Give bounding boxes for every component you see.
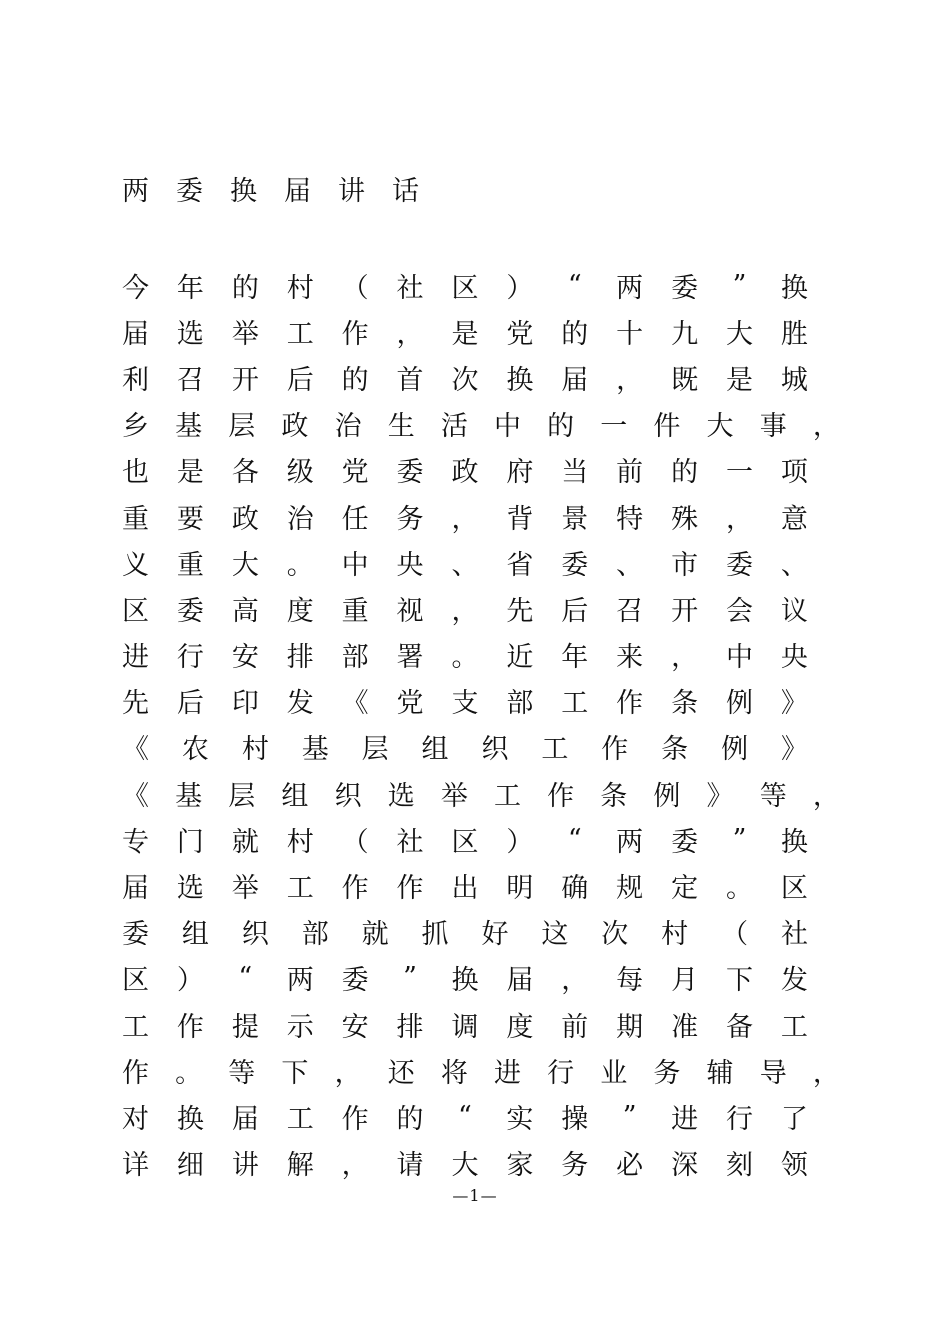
- body-char: 要: [176, 503, 204, 535]
- body-char: 意: [780, 503, 808, 535]
- body-char: 年: [561, 642, 589, 674]
- body-char: 委: [671, 826, 699, 858]
- body-char: 条: [671, 688, 699, 720]
- body-char: 重: [122, 503, 149, 535]
- body-char: 支: [451, 688, 479, 720]
- body-char: 》: [780, 688, 808, 720]
- body-char: ，: [812, 411, 840, 443]
- body-char: 这: [541, 919, 569, 951]
- body-line: [122, 262, 808, 308]
- body-char: 委: [122, 919, 149, 951]
- body-char: 大: [706, 411, 734, 443]
- body-char: 市: [671, 549, 699, 581]
- body-char: 作: [547, 780, 575, 812]
- body-char: 区: [780, 873, 808, 905]
- body-char: 行: [547, 1057, 575, 1089]
- body-char: 首: [396, 364, 424, 396]
- body-char: 请: [396, 1150, 424, 1182]
- body-char: （: [721, 919, 749, 951]
- body-char: ”: [403, 962, 417, 994]
- body-char: 殊: [671, 503, 699, 535]
- body-char: 级: [286, 457, 314, 489]
- body-char: 胜: [780, 318, 808, 350]
- body-char: ，: [396, 318, 424, 350]
- body-char: 社: [396, 272, 424, 304]
- body-char: 九: [671, 318, 699, 350]
- body-char: 专: [122, 826, 149, 858]
- body-char: 届: [231, 1103, 259, 1135]
- body-char: 调: [451, 1011, 479, 1043]
- document-title: 两委换届讲话: [122, 176, 446, 207]
- body-char: 既: [671, 364, 699, 396]
- body-char: 今: [122, 272, 149, 304]
- body-line: [122, 1001, 808, 1047]
- body-line: [122, 539, 808, 585]
- body-line: [122, 816, 808, 862]
- body-char: 排: [396, 1011, 424, 1043]
- body-char: ）: [506, 826, 534, 858]
- body-char: 织: [241, 919, 269, 951]
- body-char: 委: [561, 549, 589, 581]
- body-char: ，: [341, 1150, 369, 1182]
- body-char: 条: [600, 780, 628, 812]
- body-char: 区: [451, 272, 479, 304]
- body-char: 后: [286, 364, 314, 396]
- body-char: ，: [451, 595, 479, 627]
- body-char: 高: [231, 595, 259, 627]
- body-line: [122, 401, 840, 447]
- body-char: 委: [725, 549, 753, 581]
- body-char: 大: [451, 1150, 479, 1182]
- body-char: 委: [176, 595, 204, 627]
- body-char: 基: [301, 734, 329, 766]
- body-char: 家: [506, 1150, 534, 1182]
- body-char: 出: [451, 873, 479, 905]
- body-char: 换: [176, 1103, 204, 1135]
- body-char: ，: [725, 503, 753, 535]
- body-char: 政: [281, 411, 309, 443]
- body-char: 两: [616, 826, 644, 858]
- body-line: [122, 770, 840, 816]
- body-char: 解: [286, 1150, 314, 1182]
- body-char: 央: [396, 549, 424, 581]
- body-char: 次: [451, 364, 479, 396]
- body-char: 重: [176, 549, 204, 581]
- body-char: 大: [231, 549, 259, 581]
- body-char: 换: [780, 272, 808, 304]
- body-char: 织: [481, 734, 509, 766]
- body-line: [122, 585, 808, 631]
- body-char: 就: [361, 919, 389, 951]
- body-char: ，: [451, 503, 479, 535]
- body-char: 的: [547, 411, 575, 443]
- body-char: 两: [616, 272, 644, 304]
- body-char: 各: [231, 457, 259, 489]
- body-char: 排: [286, 642, 314, 674]
- body-char: 《: [122, 734, 149, 766]
- body-char: 村: [286, 272, 314, 304]
- body-char: 例: [721, 734, 749, 766]
- body-char: 定: [671, 873, 699, 905]
- body-char: 就: [231, 826, 259, 858]
- body-char: 届: [561, 364, 589, 396]
- body-char: 工: [541, 734, 569, 766]
- body-char: 召: [176, 364, 204, 396]
- body-char: 将: [440, 1057, 468, 1089]
- body-char: 事: [759, 411, 787, 443]
- body-char: 的: [561, 318, 589, 350]
- body-char: 对: [122, 1103, 149, 1135]
- body-char: 的: [396, 1103, 424, 1135]
- body-line: [122, 955, 808, 1001]
- body-char: 中: [493, 411, 521, 443]
- body-char: 社: [396, 826, 424, 858]
- body-char: 务: [653, 1057, 681, 1089]
- body-char: 是: [725, 364, 753, 396]
- body-char: 省: [506, 549, 534, 581]
- body-char: ，: [812, 780, 840, 812]
- body-char: 作: [341, 873, 369, 905]
- body-char: 层: [228, 780, 256, 812]
- body-char: 央: [780, 642, 808, 674]
- body-char: 作: [341, 318, 369, 350]
- body-char: 辅: [706, 1057, 734, 1089]
- body-char: 是: [451, 318, 479, 350]
- body-char: 细: [176, 1150, 204, 1182]
- body-char: 先: [122, 688, 149, 720]
- body-char: 好: [481, 919, 509, 951]
- body-char: 《: [122, 780, 149, 812]
- body-char: 深: [671, 1150, 699, 1182]
- body-char: ，: [671, 642, 699, 674]
- body-char: 作: [341, 1103, 369, 1135]
- body-char: 业: [600, 1057, 628, 1089]
- body-line: [122, 678, 808, 724]
- body-char: ”: [622, 1100, 637, 1132]
- body-char: 党: [396, 688, 424, 720]
- body-char: 后: [176, 688, 204, 720]
- body-char: 中: [341, 549, 369, 581]
- body-char: 发: [286, 688, 314, 720]
- body-char: ）: [176, 965, 204, 997]
- body-char: 明: [506, 873, 534, 905]
- body-line: [122, 493, 808, 539]
- body-char: 行: [176, 642, 204, 674]
- body-char: “: [238, 962, 253, 994]
- body-char: ，: [334, 1057, 362, 1089]
- body-char: 后: [561, 595, 589, 627]
- body-char: 作: [122, 1057, 149, 1089]
- body-char: 备: [725, 1011, 753, 1043]
- body-char: 基: [175, 411, 203, 443]
- body-line: [122, 862, 808, 908]
- body-char: “: [567, 823, 582, 855]
- body-char: 委: [396, 457, 424, 489]
- body-char: 实: [506, 1103, 534, 1135]
- body-char: ）: [506, 272, 534, 304]
- body-char: 中: [725, 642, 753, 674]
- body-char: 例: [725, 688, 753, 720]
- body-char: “: [567, 269, 582, 301]
- body-char: 一: [600, 411, 628, 443]
- body-char: 治: [286, 503, 314, 535]
- body-char: 前: [561, 1011, 589, 1043]
- body-char: 政: [451, 457, 479, 489]
- body-char: 作: [601, 734, 629, 766]
- body-char: 选: [176, 318, 204, 350]
- body-char: 乡: [122, 411, 149, 443]
- body-line: [122, 724, 808, 770]
- body-char: 件: [653, 411, 681, 443]
- body-char: 换: [506, 364, 534, 396]
- body-char: 村: [286, 826, 314, 858]
- body-char: 下: [281, 1057, 309, 1089]
- body-char: 一: [725, 457, 753, 489]
- body-char: 署: [396, 642, 424, 674]
- body-char: 区: [122, 595, 149, 627]
- body-char: 了: [780, 1103, 808, 1135]
- body-char: ”: [732, 269, 747, 301]
- body-char: 换: [451, 965, 479, 997]
- body-char: 农: [181, 734, 209, 766]
- body-char: 安: [231, 642, 259, 674]
- body-char: 刻: [725, 1150, 753, 1182]
- body-char: 领: [780, 1150, 808, 1182]
- body-char: 详: [122, 1150, 149, 1182]
- body-char: 工: [286, 873, 314, 905]
- body-char: 讲: [231, 1150, 259, 1182]
- body-char: 部: [341, 642, 369, 674]
- body-line: [122, 632, 808, 678]
- body-char: 是: [176, 457, 204, 489]
- body-char: 、: [451, 549, 479, 581]
- body-char: “: [458, 1100, 472, 1132]
- body-char: 届: [122, 873, 149, 905]
- body-char: ”: [732, 823, 747, 855]
- body-char: 工: [780, 1011, 808, 1043]
- body-char: 的: [231, 272, 259, 304]
- body-char: 还: [387, 1057, 415, 1089]
- body-char: 组: [421, 734, 449, 766]
- body-char: 生: [387, 411, 415, 443]
- body-char: 安: [341, 1011, 369, 1043]
- body-char: 工: [286, 1103, 314, 1135]
- body-char: 提: [231, 1011, 259, 1043]
- body-line: [122, 447, 808, 493]
- body-char: 召: [616, 595, 644, 627]
- body-char: 来: [616, 642, 644, 674]
- body-char: 先: [506, 595, 534, 627]
- body-char: 重: [341, 595, 369, 627]
- body-char: 例: [653, 780, 681, 812]
- body-char: 织: [334, 780, 362, 812]
- body-char: 度: [286, 595, 314, 627]
- body-char: 议: [780, 595, 808, 627]
- body-char: 府: [506, 457, 534, 489]
- body-char: 进: [493, 1057, 521, 1089]
- body-char: 委: [341, 965, 369, 997]
- body-char: 印: [231, 688, 259, 720]
- body-char: 基: [175, 780, 203, 812]
- body-line: [122, 1093, 808, 1139]
- body-char: 示: [286, 1011, 314, 1043]
- body-line: [122, 354, 808, 400]
- body-char: 度: [506, 1011, 534, 1043]
- body-char: ，: [561, 965, 589, 997]
- body-char: 任: [341, 503, 369, 535]
- body-char: 前: [616, 457, 644, 489]
- body-char: 作: [176, 1011, 204, 1043]
- body-char: 特: [616, 503, 644, 535]
- body-char: 举: [440, 780, 468, 812]
- body-char: 治: [334, 411, 362, 443]
- body-char: 十: [616, 318, 644, 350]
- body-char: 抓: [421, 919, 449, 951]
- body-char: 》: [780, 734, 808, 766]
- body-char: 近: [506, 642, 534, 674]
- body-char: 。: [725, 873, 753, 905]
- body-char: 开: [231, 364, 259, 396]
- body-char: 选: [387, 780, 415, 812]
- body-char: 选: [176, 873, 204, 905]
- body-char: 工: [122, 1011, 149, 1043]
- body-char: 等: [759, 780, 787, 812]
- body-char: 年: [176, 272, 204, 304]
- body-char: 下: [725, 965, 753, 997]
- body-char: （: [341, 272, 369, 304]
- body-char: 当: [561, 457, 589, 489]
- body-char: 视: [396, 595, 424, 627]
- body-line: [122, 308, 808, 354]
- body-char: ，: [616, 364, 644, 396]
- body-char: ，: [812, 1057, 840, 1089]
- body-char: 《: [341, 688, 369, 720]
- body-char: 大: [725, 318, 753, 350]
- body-char: 操: [561, 1103, 589, 1135]
- body-char: 景: [561, 503, 589, 535]
- body-char: 区: [122, 965, 149, 997]
- body-char: 换: [780, 826, 808, 858]
- body-char: 项: [780, 457, 808, 489]
- body-char: 活: [440, 411, 468, 443]
- body-char: 村: [241, 734, 269, 766]
- body-char: 义: [122, 549, 149, 581]
- body-char: 委: [671, 272, 699, 304]
- body-line: [122, 1047, 840, 1093]
- body-char: 进: [122, 642, 149, 674]
- body-char: （: [341, 826, 369, 858]
- body-char: 背: [506, 503, 534, 535]
- body-char: 组: [281, 780, 309, 812]
- body-char: 规: [616, 873, 644, 905]
- body-char: 。: [175, 1057, 203, 1089]
- body-char: 社: [780, 919, 808, 951]
- body-char: 次: [601, 919, 629, 951]
- body-char: 举: [231, 873, 259, 905]
- body-char: 。: [286, 549, 314, 581]
- body-char: 的: [671, 457, 699, 489]
- body-char: 区: [451, 826, 479, 858]
- body-char: 作: [616, 688, 644, 720]
- body-char: 也: [122, 457, 149, 489]
- body-char: 的: [341, 364, 369, 396]
- body-text: [122, 262, 882, 1186]
- body-char: 、: [780, 549, 808, 581]
- body-char: 城: [780, 364, 808, 396]
- body-char: 村: [661, 919, 689, 951]
- body-char: 必: [616, 1150, 644, 1182]
- body-char: 。: [451, 642, 479, 674]
- body-char: 发: [780, 965, 808, 997]
- body-char: 利: [122, 364, 149, 396]
- body-char: 届: [506, 965, 534, 997]
- body-char: 层: [228, 411, 256, 443]
- page-number: —1—: [452, 1186, 498, 1205]
- body-char: 》: [706, 780, 734, 812]
- body-char: 每: [616, 965, 644, 997]
- body-char: 部: [506, 688, 534, 720]
- body-char: 、: [616, 549, 644, 581]
- body-char: 条: [661, 734, 689, 766]
- body-char: 两: [286, 965, 314, 997]
- body-char: 进: [671, 1103, 699, 1135]
- body-char: 层: [361, 734, 389, 766]
- body-char: 确: [561, 873, 589, 905]
- body-char: 等: [228, 1057, 256, 1089]
- body-char: 部: [301, 919, 329, 951]
- body-char: 届: [122, 318, 149, 350]
- body-char: 行: [725, 1103, 753, 1135]
- body-char: 举: [231, 318, 259, 350]
- body-char: 月: [671, 965, 699, 997]
- body-line: [122, 909, 808, 955]
- body-char: 作: [396, 873, 424, 905]
- body-char: 组: [181, 919, 209, 951]
- body-char: 务: [561, 1150, 589, 1182]
- body-char: 工: [286, 318, 314, 350]
- body-char: 导: [759, 1057, 787, 1089]
- body-char: 开: [671, 595, 699, 627]
- body-char: 会: [725, 595, 753, 627]
- body-char: 政: [231, 503, 259, 535]
- body-char: 工: [561, 688, 589, 720]
- body-char: 准: [671, 1011, 699, 1043]
- body-char: 工: [493, 780, 521, 812]
- body-char: 党: [341, 457, 369, 489]
- body-char: 党: [506, 318, 534, 350]
- body-line: [122, 1140, 808, 1186]
- body-char: 务: [396, 503, 424, 535]
- body-char: 门: [176, 826, 204, 858]
- body-char: 期: [616, 1011, 644, 1043]
